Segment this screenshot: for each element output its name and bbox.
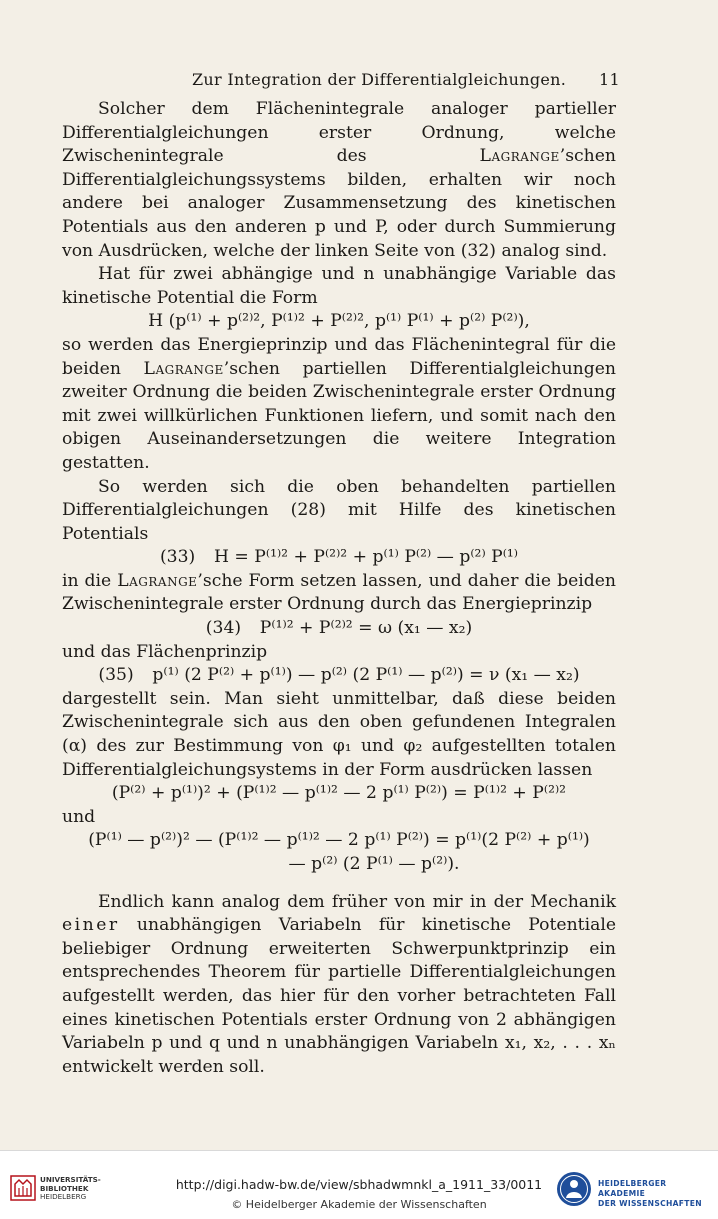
paragraph-3-text-b: ’schen partiellen Differentialgleichungen zweiter Ordnung die beiden Zwischenintegrale erster Ordnung mit zwei willkürlichen Funktionen liefern, und somit nach den obigen Auseinandersetzungen die weitere Integration gestatten. (62, 358, 616, 473)
equation-35-body: p⁽¹⁾ (2 P⁽²⁾ + p⁽¹⁾) — p⁽²⁾ (2 P⁽¹⁾ — p⁽²⁾) = ν (x₁ — x₂) (152, 665, 580, 686)
equation-a: (P⁽²⁾ + p⁽¹⁾)² + (P⁽¹⁾² — p⁽¹⁾² — 2 p⁽¹⁾ P⁽²⁾) = P⁽¹⁾² + P⁽²⁾² (111, 783, 567, 804)
paragraph-1-text-b: ’schen Differentialgleichungssystems bilden, erhalten wir noch andere bei analoger Zusammensetzung des kinetischen Potentials aus den anderen p und P, oder durch Summierung von Ausdrücken, welche der linken Seite von (32) analog sind. (62, 146, 616, 261)
paragraph-5-text-b: ’sche Form setzen lassen, und daher die beiden Zwischenintegrale erster Ordnung durch das Energieprinzip (62, 570, 616, 615)
paragraph-6: und das Flächenprinzip (62, 641, 268, 662)
academy-name-line-2: DER WISSENSCHAFTEN (598, 1199, 702, 1208)
running-title: Zur Integration der Differentialgleichungen. (192, 70, 567, 89)
digital-copy-url-link[interactable]: http://digi.hadw-bw.de/view/sbhadwmnkl_a_1911_33/0011 (175, 1177, 543, 1192)
equation-33 (62, 546, 616, 570)
equation-33-label: (33) (159, 547, 196, 568)
paragraph-2: Hat für zwei abhängige und n unabhängige Variable das kinetische Potential die Form (62, 264, 616, 308)
equation-35-label: (35) (98, 665, 134, 686)
paragraph-5 (62, 570, 616, 617)
paragraph-8-emphasis: einer (62, 915, 120, 936)
copyright-notice: © Heidelberger Akademie der Wissenschaften (231, 1198, 487, 1211)
running-head (62, 70, 622, 90)
paragraph-3-name: Lagrange (143, 358, 224, 379)
equation-34-body: P⁽¹⁾² + P⁽²⁾² = ω (x₁ — x₂) (259, 618, 473, 639)
paragraph-3-text-a: so werden das Energieprinzip und das Flächenintegral für die beiden (62, 334, 616, 379)
equation-34 (62, 617, 616, 641)
equation-35 (62, 664, 616, 688)
equation-b-line-1: (P⁽¹⁾ — p⁽²⁾)² — (P⁽¹⁾² — p⁽¹⁾² — 2 p⁽¹⁾ P⁽²⁾) = p⁽¹⁾(2 P⁽²⁾ + p⁽¹⁾) (88, 830, 590, 851)
page-number: 11 (599, 70, 620, 89)
paragraph-1-text-a: Solcher dem Flächenintegrale analoger partieller Differentialgleichungen erster Ordnung, welche Zwischenintegrale des (62, 99, 616, 167)
equation-34-label: (34) (205, 618, 242, 639)
equation-b-line-2: — p⁽²⁾ (2 P⁽¹⁾ — p⁽²⁾). (288, 854, 460, 874)
paragraph-8-text-b: unabhängigen Variabeln für kinetische Potentiale beliebiger Ordnung erweiterten Schwerpunktprinzip ein entsprechendes Theorem für partielle Differentialgleichungen aufgestellt werden, das hier für den vorher betrachteten Fall eines kinetischen Potentials erster Ordnung von 2 abhängigen Variabeln p und q und n unabhängigen Variabeln x₁, x₂, . . . xₙ entwickelt werden soll. (62, 915, 616, 1077)
word-und: und (62, 806, 96, 827)
paragraph-5-text-a: in die (62, 570, 118, 591)
paragraph-4: So werden sich die oben behandelten partiellen Differentialgleichungen (28) mit Hilfe des kinetischen Potentials (62, 476, 616, 544)
paragraph-1-name: Lagrange (479, 146, 560, 167)
paragraph-1 (62, 98, 616, 263)
library-name-line-1: UNIVERSITÄTS- (40, 1175, 101, 1184)
equation-h: H (p⁽¹⁾ + p⁽²⁾², P⁽¹⁾² + P⁽²⁾², p⁽¹⁾ P⁽¹⁾ + p⁽²⁾ P⁽²⁾), (148, 311, 530, 332)
paragraph-8-text-a: Endlich kann analog dem früher von mir in der Mechanik (98, 891, 616, 912)
library-name-line-3: HEIDELBERG (40, 1192, 87, 1202)
body-text (62, 98, 616, 1079)
paragraph-3 (62, 334, 616, 476)
academy-seal-icon (556, 1171, 592, 1207)
paragraph-8 (62, 891, 616, 1080)
equation-33-body: H = P⁽¹⁾² + P⁽²⁾² + p⁽¹⁾ P⁽²⁾ — p⁽²⁾ P⁽¹⁾ (213, 547, 519, 568)
paragraph-5-name: Lagrange (117, 570, 198, 591)
academy-name-line-1: HEIDELBERGER AKADEMIE (598, 1179, 667, 1198)
paragraph-7: dargestellt sein. Man sieht unmittelbar, daß diese beiden Zwischenintegrale sich aus den oben gefundenen Integralen (α) des zur Bestimmung von φ₁ und φ₂ aufgestellten totalen Differentialgleichungsystems in der Form ausdrücken lassen (62, 688, 616, 780)
library-name-line-2: BIBLIOTHEK (40, 1183, 89, 1193)
footer-bar (0, 1150, 718, 1219)
academy-name (598, 1179, 713, 1209)
